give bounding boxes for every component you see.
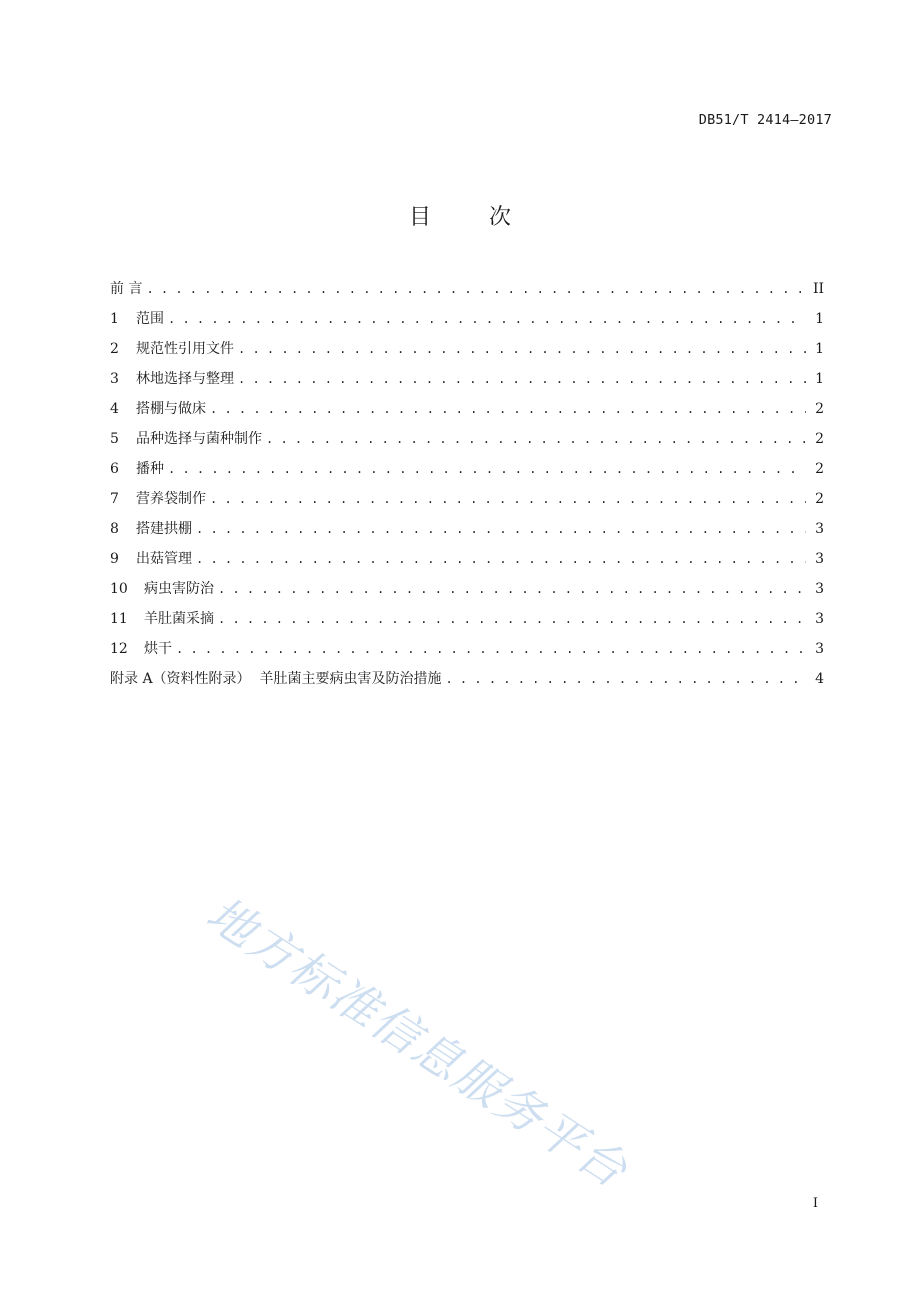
document-code: DB51/T 2414—2017 — [698, 112, 832, 128]
toc-entry-label: 营养袋制作 — [136, 491, 206, 507]
toc-entry-label: 羊肚菌采摘 — [144, 611, 214, 627]
toc-entry-number: 6 — [110, 461, 119, 477]
toc-title-char-1: 目 — [408, 205, 431, 230]
toc-entry-page: 1 — [815, 341, 824, 357]
table-of-contents — [110, 278, 824, 698]
toc-leader-dots — [196, 518, 806, 540]
toc-leader-dots — [218, 608, 806, 630]
toc-entry-number: 3 — [110, 371, 119, 387]
toc-entry-number: 11 — [110, 611, 128, 627]
toc-entry-page: 2 — [815, 401, 824, 417]
toc-entry-number: 5 — [110, 431, 119, 447]
toc-entry-1[interactable] — [110, 308, 824, 338]
toc-entry-number: 9 — [110, 551, 119, 567]
toc-entry-label: 病虫害防治 — [144, 581, 214, 597]
toc-entry-page: 3 — [815, 581, 824, 597]
toc-entry-label: 范围 — [136, 311, 164, 327]
toc-leader-dots — [218, 578, 806, 600]
toc-leader-dots — [445, 668, 806, 690]
toc-entry-11[interactable] — [110, 608, 824, 638]
toc-entry-4[interactable] — [110, 398, 824, 428]
toc-entry-page: 2 — [815, 431, 824, 447]
toc-entry-page: 3 — [815, 521, 824, 537]
toc-entry-label: 附录 A（资料性附录） 羊肚菌主要病虫害及防治措施 — [110, 671, 442, 687]
toc-leader-dots — [168, 458, 806, 480]
toc-entry-appendix-a[interactable] — [110, 668, 824, 698]
toc-leader-dots — [210, 488, 806, 510]
toc-entry-page: 1 — [815, 311, 824, 327]
toc-entry-9[interactable] — [110, 548, 824, 578]
toc-entry-label: 前 言 — [110, 281, 143, 297]
toc-leader-dots — [266, 428, 806, 450]
toc-entry-number: 1 — [110, 311, 119, 327]
toc-entry-label: 出菇管理 — [136, 551, 192, 567]
toc-entry-12[interactable] — [110, 638, 824, 668]
toc-entry-number: 2 — [110, 341, 119, 357]
toc-entry-label: 品种选择与菌种制作 — [136, 431, 262, 447]
toc-entry-page: II — [812, 281, 824, 297]
toc-entry-page: 3 — [815, 611, 824, 627]
toc-entry-page: 3 — [815, 551, 824, 567]
toc-entry-3[interactable] — [110, 368, 824, 398]
toc-entry-number: 12 — [110, 641, 128, 657]
toc-entry-page: 2 — [815, 491, 824, 507]
toc-entry-label: 烘干 — [144, 641, 172, 657]
toc-entry-page: 1 — [815, 371, 824, 387]
toc-leader-dots — [238, 338, 806, 360]
toc-leader-dots — [196, 548, 806, 570]
watermark: 地方标准信息服务平台 — [196, 886, 638, 1200]
toc-entry-label: 播种 — [136, 461, 164, 477]
toc-entry-2[interactable] — [110, 338, 824, 368]
toc-entry-label: 搭建拱棚 — [136, 521, 192, 537]
toc-entry-page: 3 — [815, 641, 824, 657]
toc-title — [0, 200, 920, 231]
toc-entry-number: 4 — [110, 401, 119, 417]
toc-entry-6[interactable] — [110, 458, 824, 488]
toc-entry-foreword[interactable] — [110, 278, 824, 308]
toc-leader-dots — [210, 398, 806, 420]
toc-entry-number: 10 — [110, 581, 128, 597]
toc-entry-7[interactable] — [110, 488, 824, 518]
toc-entry-label: 林地选择与整理 — [136, 371, 234, 387]
toc-leader-dots — [168, 308, 806, 330]
toc-entry-label: 搭棚与做床 — [136, 401, 206, 417]
page-number: I — [812, 1196, 818, 1211]
toc-leader-dots — [238, 368, 806, 390]
toc-entry-number: 8 — [110, 521, 119, 537]
toc-entry-page: 4 — [815, 671, 824, 687]
toc-leader-dots — [176, 638, 806, 660]
toc-entry-number: 7 — [110, 491, 119, 507]
toc-entry-10[interactable] — [110, 578, 824, 608]
toc-entry-label: 规范性引用文件 — [136, 341, 234, 357]
toc-entry-8[interactable] — [110, 518, 824, 548]
toc-entry-page: 2 — [815, 461, 824, 477]
toc-entry-5[interactable] — [110, 428, 824, 458]
toc-title-char-2: 次 — [489, 205, 512, 230]
toc-leader-dots — [146, 278, 806, 300]
